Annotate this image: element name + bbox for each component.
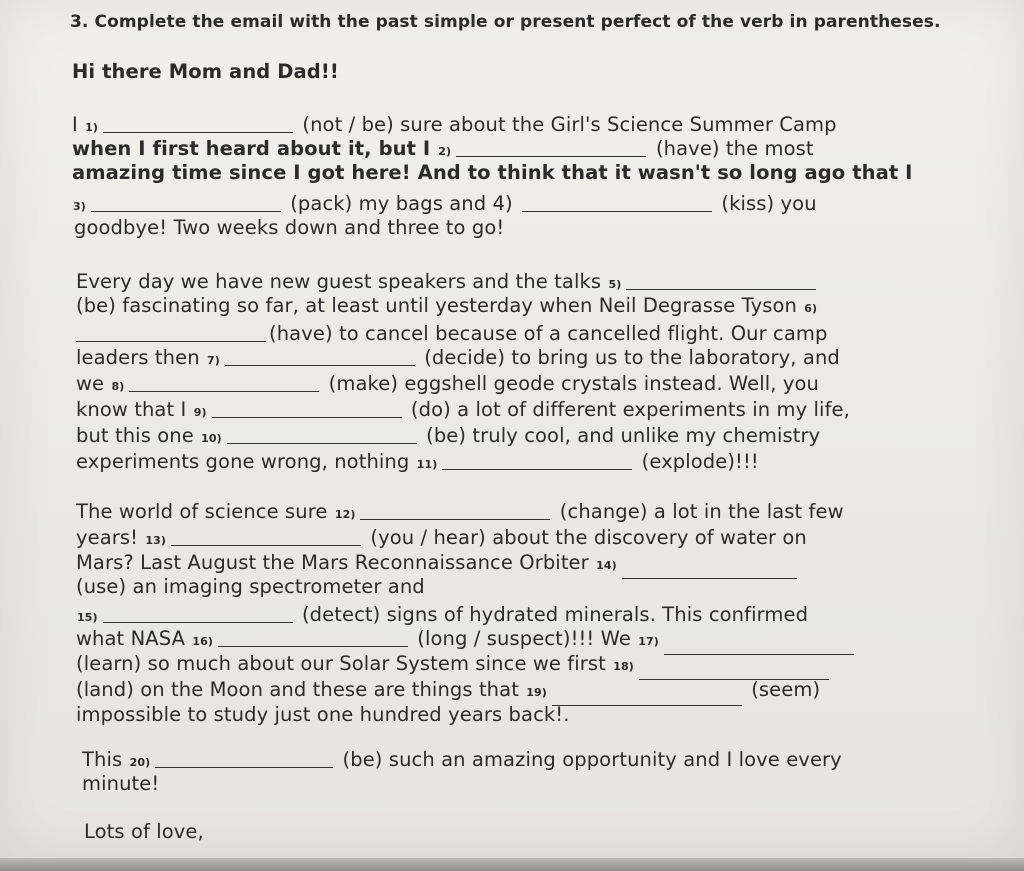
blank-7[interactable] [225, 364, 415, 366]
text: know that I [76, 398, 187, 421]
p3-line-7 [76, 652, 832, 680]
blank-number-20: 20) [129, 756, 151, 769]
blank-number-10: 10) [201, 432, 222, 445]
p3-line-5 [76, 603, 808, 630]
text: (decide) to bring us to the laboratory, and [424, 346, 840, 369]
text: I [72, 113, 78, 136]
p1-line-3: amazing time since I got here! And to think that it wasn't so long ago that I [72, 161, 913, 184]
p2-line-3 [76, 322, 828, 346]
text: (not / be) sure about the Girl's Science Summer Camp [302, 113, 837, 136]
text: This [82, 748, 123, 771]
blank-8[interactable] [129, 390, 319, 392]
blank-4[interactable] [522, 210, 712, 212]
p4-line-2: minute! [82, 772, 160, 795]
text: (seem) [751, 678, 821, 701]
blank-13[interactable] [171, 544, 361, 546]
p2-line-7 [76, 424, 820, 451]
text: when I first heard about it, but I [72, 137, 431, 160]
text: but this one [76, 424, 194, 447]
p1-line-5: goodbye! Two weeks down and three to go! [74, 216, 505, 239]
p1-line-1 [72, 113, 837, 140]
p1-line-2 [72, 137, 814, 164]
text: The world of science sure [76, 500, 328, 523]
email-greeting: Hi there Mom and Dad!! [72, 60, 339, 83]
blank-number-7: 7) [207, 354, 220, 367]
blank-6[interactable] [76, 340, 266, 342]
text: years! [76, 526, 139, 549]
text: (have) the most [655, 137, 814, 160]
text: (learn) so much about our Solar System since we first [76, 652, 606, 675]
text: Mars? Last August the Mars Reconnaissance Orbiter [76, 551, 589, 574]
text: (be) truly cool, and unlike my chemistry [426, 424, 821, 447]
text: Every day we have new guest speakers and the talks [76, 270, 602, 293]
text: what NASA [76, 627, 186, 650]
text: (do) a lot of different experiments in my life, [410, 398, 850, 421]
text: (long / suspect)!!! We [417, 627, 631, 650]
text: (be) fascinating so far, at least until yesterday when Neil Degrasse Tyson [76, 294, 797, 317]
blank-number-1: 1) [85, 121, 99, 134]
blank-number-13: 13) [145, 534, 167, 547]
p2-line-4 [76, 346, 840, 373]
blank-9[interactable] [212, 416, 402, 418]
p2-line-2 [76, 294, 819, 321]
blank-1[interactable] [103, 131, 293, 133]
text: (you / hear) about the discovery of water on [370, 526, 807, 549]
p3-line-9: impossible to study just one hundred years back!. [76, 703, 570, 726]
text: (make) eggshell geode crystals instead. Well, you [328, 372, 820, 395]
blank-number-5: 5) [608, 278, 622, 291]
p3-line-2 [76, 526, 807, 553]
blank-number-12: 12) [334, 508, 356, 521]
p3-line-8 [76, 678, 820, 706]
blank-3[interactable] [91, 210, 281, 212]
p2-line-8 [76, 450, 759, 477]
p3-line-1 [76, 500, 844, 527]
exercise-title: 3. Complete the email with the past simple or present perfect of the verb in parentheses. [70, 12, 941, 32]
blank-10[interactable] [227, 442, 417, 444]
blank-15[interactable] [103, 621, 293, 623]
p2-line-1 [76, 270, 819, 297]
p2-line-5 [76, 372, 819, 399]
p4-line-1 [82, 748, 842, 775]
blank-2[interactable] [456, 155, 646, 157]
blank-number-14: 14) [596, 559, 617, 572]
blank-number-11: 11) [416, 458, 438, 471]
text: (pack) my bags and 4) [290, 192, 513, 215]
p3-line-6 [76, 627, 857, 655]
text: (detect) signs of hydrated minerals. This confirmed [301, 603, 809, 626]
text: (explode)!!! [641, 450, 759, 473]
blank-number-6: 6) [804, 302, 818, 315]
text: (be) such an amazing opportunity and I love every [342, 748, 842, 771]
text: (change) a lot in the last few [559, 500, 844, 523]
text: leaders then [76, 346, 200, 369]
page-bottom-edge [0, 858, 1024, 871]
blank-number-17: 17) [638, 635, 659, 648]
text: (land) on the Moon and these are things that [76, 678, 519, 701]
blank-14[interactable] [622, 577, 797, 579]
text: (have) to cancel because of a cancelled flight. Our camp [269, 322, 828, 345]
blank-number-3: 3) [73, 200, 86, 213]
p1-line-4 [72, 192, 817, 219]
text: (kiss) you [721, 192, 817, 215]
text: we [76, 372, 105, 395]
blank-19[interactable] [552, 704, 742, 706]
blank-number-18: 18) [613, 660, 634, 673]
blank-16[interactable] [218, 645, 408, 647]
blank-number-16: 16) [192, 635, 213, 648]
blank-5[interactable] [626, 288, 816, 290]
text: experiments gone wrong, nothing [76, 450, 410, 473]
blank-number-19: 19) [526, 686, 547, 699]
blank-number-9: 9) [193, 406, 207, 419]
blank-number-2: 2) [438, 145, 452, 158]
blank-number-8: 8) [111, 380, 125, 393]
p2-line-6 [76, 398, 850, 425]
blank-number-15: 15) [77, 611, 98, 624]
p3-line-4: (use) an imaging spectrometer and [76, 575, 425, 598]
email-closing: Lots of love, [84, 820, 204, 843]
blank-20[interactable] [155, 766, 333, 768]
blank-12[interactable] [360, 518, 550, 520]
blank-11[interactable] [442, 468, 632, 470]
